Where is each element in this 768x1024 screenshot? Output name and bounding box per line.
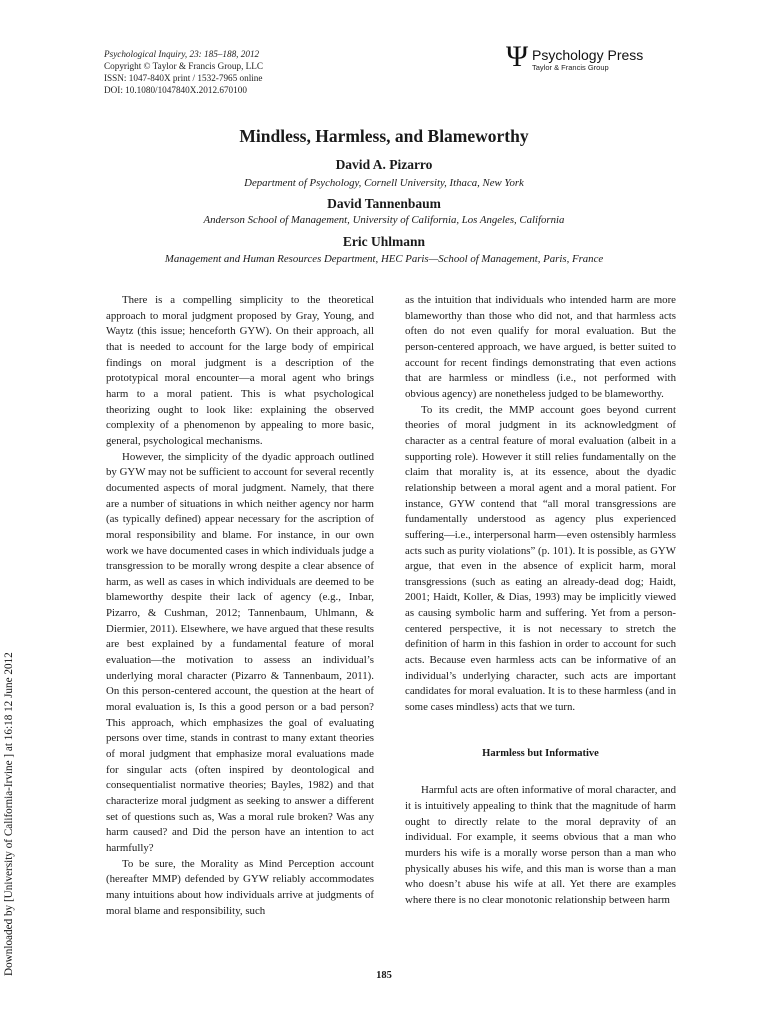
body-paragraph: There is a compelling simplicity to the theoretical approach to moral judgment proposed by Gray, Young, and Waytz (this issue; henceforth GYW). On their approach, all that is needed to account for the large body of empirical findings on moral judgment is a description of the prototypical moral encounter—a moral agent who brings harm to a moral patient. This is what psychological theorizing ought to look like: explaining the observed complexity of a phenomenon by appealing to more basic, general, psychological mechanisms. — [106, 294, 374, 447]
doi-line: DOI: 10.1080/1047840X.2012.670100 — [104, 85, 247, 95]
body-paragraph: as the intuition that individuals who intended harm are more blameworthy than those who did not, and that harmless acts often do not even qualify for moral evaluation. But the person-centered approach, we have argued, is better suited to account for recent findings demonstrating that even actions that are harmless or mindless (i.e., not performed with obvious agency) are nonetheless judged to be blameworthy. — [405, 294, 676, 400]
psi-logo-icon: Ψ — [506, 40, 529, 73]
right-column — [405, 293, 676, 909]
author-affiliation: Anderson School of Management, University of California, Los Angeles, California — [203, 214, 565, 226]
copyright-line: Copyright © Taylor & Francis Group, LLC — [104, 61, 264, 71]
page-number: 185 — [376, 970, 392, 981]
publisher-group: Taylor & Francis Group — [532, 63, 609, 72]
section-heading: Harmless but Informative — [482, 747, 599, 759]
journal-citation: Psychological Inquiry, 23: 185–188, 2012 — [104, 49, 260, 59]
publisher-logo — [506, 40, 666, 78]
body-paragraph: However, the simplicity of the dyadic approach outlined by GYW may not be sufficient to account for several recently documented aspects of moral judgment. Namely, that there are a number of situations in which neither agency nor harm (as typically defined) appear necessary for the ascription of moral responsibility and blame. For instance, in our own work we have documented cases in which individuals judge a transgression to be morally wrong despite a clear absence of harm, as well as cases in which individuals are deemed to be blameworthy despite their lack of agency (e.g., Inbar, Pizarro, & Cushman, 2012; Tannenbaum, Uhlmann, & Diermier, 2011). Elsewhere, we have argued that these results are best explained by a fundamental feature of moral evaluation—the motivation to assess an individual’s underlying moral character (Pizarro & Tannenbaum, 2011). On this person-centered account, the question at the heart of moral evaluation is, Is this a good person or a bad person? This approach, which emphasizes the goal of evaluating persons over time, stands in contrast to many extant theories of moral judgment that emphasize moral evaluations made for singular acts (often inspired by deontological and consequentialist normative theories; Bayles, 1982) and that characterize moral judgment as seeking to answer a different set of questions such as, Was a moral rule broken? Was any harm caused? and Did the person have an intention to act harmfully? — [106, 450, 374, 854]
author-name: Eric Uhlmann — [342, 234, 426, 249]
issn-line: ISSN: 1047-840X print / 1532-7965 online — [104, 73, 263, 83]
author-name: David Tannenbaum — [327, 196, 441, 211]
body-paragraph: To its credit, the MMP account goes beyond current theories of moral judgment in its acknowledgment of character as a central feature of moral evaluation (albeit in a supporting role). However it still relies fundamentally on the claim that morality is, at its essence, about the dyadic relationship between a moral agent and a moral patient. For instance, GYW contend that “all moral transgressions are fundamentally understood as agency plus experienced suffering—i.e., interpersonal harm—even ostensibly harmless acts such as purity violations” (p. 101). It is possible, as GYW argue, that even in the absence of explicit harm, moral transgressions (such as eating an already-dead dog; Haidt, 2001; Haidt, Koller, & Dias, 1993) may be implicitly viewed as causing symbolic harm and suffering. Yet from a person-centered perspective, it is not necessary to stretch the definition of harm in this fashion in order to account for such acts. Because even harmless acts can be informative of an individual’s underlying character, such acts are important candidates for moral evaluation. It is to these harmless (and in some cases mindless) acts that we turn. — [405, 403, 676, 714]
author-name: David A. Pizarro — [335, 157, 433, 172]
download-note: Downloaded by [University of California-Irvine ] at 16:18 12 June 2012 — [3, 652, 15, 976]
paper-title: Mindless, Harmless, and Blameworthy — [239, 126, 529, 146]
publisher-name: Psychology Press — [532, 47, 644, 63]
author-affiliation: Management and Human Resources Department, HEC Paris—School of Management, Paris, France — [164, 253, 604, 265]
journal-metadata — [104, 48, 404, 96]
body-paragraph: Harmful acts are often informative of moral character, and it is intuitively appealing to think that the magnitude of harm ought to directly relate to the moral depravity of an individual. For example, it seems obvious that a man who murders his wife is a morally worse person than a man who physically abuses his wife, and this man is worse than a man who doesn’t abuse his wife at all. Yet there are examples where there is no clear monotonic relationship between harm — [405, 784, 676, 906]
body-paragraph: To be sure, the Morality as Mind Perception account (hereafter MMP) defended by GYW reliably accommodates many intuitions about how individuals arrive at judgments of moral blame and responsibility, such — [106, 857, 374, 917]
left-column — [106, 293, 374, 919]
author-affiliation: Department of Psychology, Cornell University, Ithaca, New York — [244, 177, 524, 189]
